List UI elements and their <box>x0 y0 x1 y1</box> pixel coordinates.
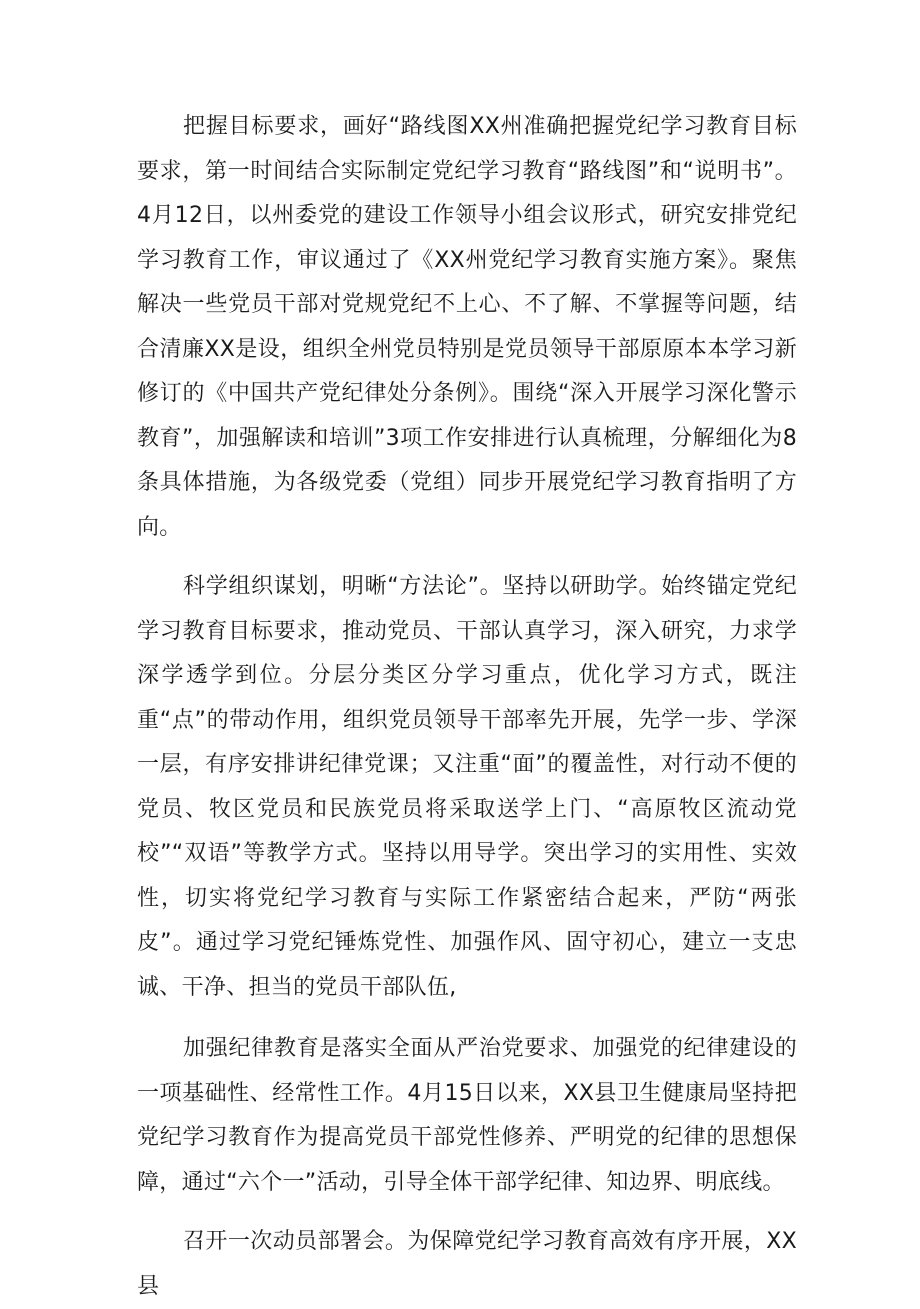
paragraph-mobilization-meeting: 召开一次动员部署会。为保障党纪学习教育高效有序开展，XX县 <box>137 1229 797 1299</box>
paragraph-route-map: 把握目标要求，画好“路线图XX州准确把握党纪学习教育目标要求，第一时间结合实际制定党纪学习教育“路线图”和“说明书”。4月12日，以州委党的建设工作领导小组会议形式，研究安排党纪学习教育工作，审议通过了《XX州党纪学习教育实施方案》。聚焦解决一些党员干部对党规党纪不上心、不了解、不掌握等问题，结合清廉XX是设，组织全州党员特别是党员领导干部原原本本学习新修订的《中国共产党纪律处分条例》。围绕“深入开展学习深化警示教育”，加强解读和培训”3项工作安排进行认真梳理，分解细化为8条具体措施，为各级党委（党组）同步开展党纪学习教育指明了方向。 <box>137 114 797 540</box>
document-body <box>137 105 797 1309</box>
paragraph-methodology: 科学组织谋划，明晰“方法论”。坚持以研助学。始终锚定党纪学习教育目标要求，推动党员、干部认真学习，深入研究，力求学深学透学到位。分层分类区分学习重点，优化学习方式，既注重“点”的带动作用，组织党员领导干部率先开展，先学一步、学深一层，有序安排讲纪律党课；又注重“面”的覆盖性，对行动不便的党员、牧区党员和民族党员将采取送学上门、“高原牧区流动党校”“双语”等教学方式。坚持以用导学。突出学习的实用性、实效性，切实将党纪学习教育与实际工作紧密结合起来，严防“两张皮”。通过学习党纪锤炼党性、加强作风、固守初心，建立一支忠诚、干净、担当的党员干部队伍, <box>137 574 797 1000</box>
paragraph-discipline-education: 加强纪律教育是落实全面从严治党要求、加强党的纪律建设的一项基础性、经常性工作。4月15日以来，XX县卫生健康局坚持把党纪学习教育作为提高党员干部党性修养、严明党的纪律的思想保障，通过“六个一”活动，引导全体干部学纪律、知边界、明底线。 <box>137 1036 797 1195</box>
